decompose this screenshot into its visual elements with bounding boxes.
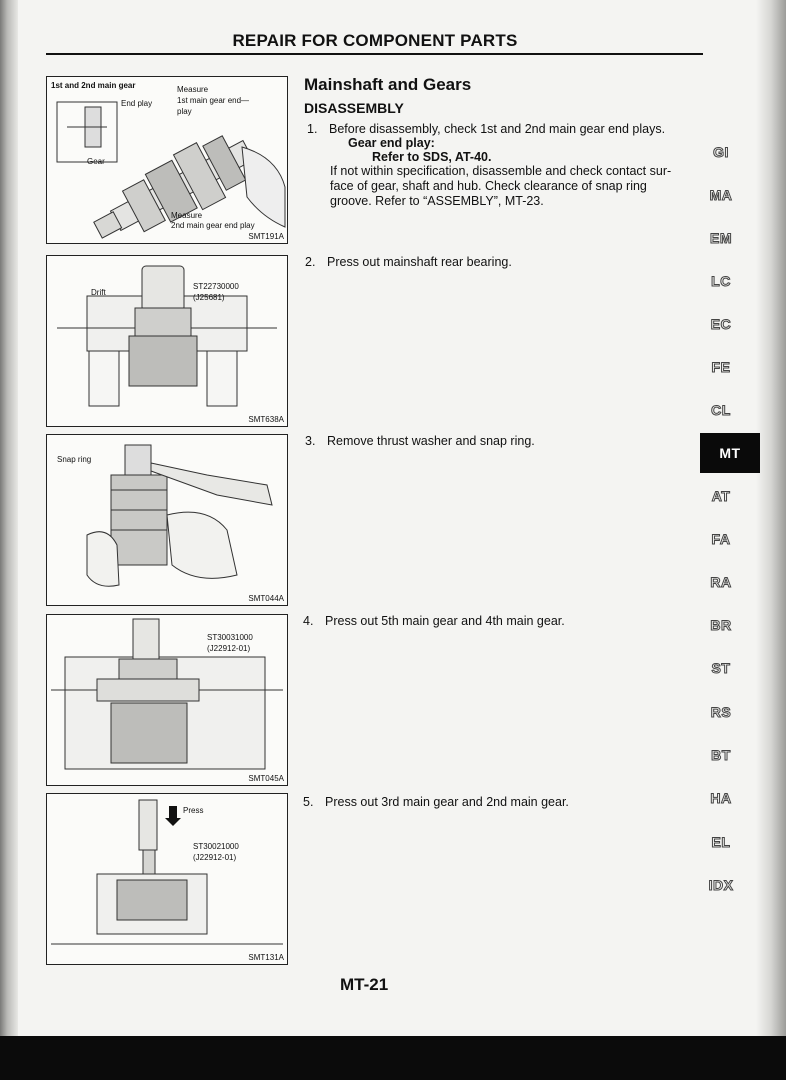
figure-code: SMT191A [248,232,284,241]
tab-gi[interactable]: GI [713,144,729,160]
press-arrow-icon [165,806,181,826]
scan-bottom-band [0,1036,786,1080]
step-2 [305,255,512,270]
page-header: REPAIR FOR COMPONENT PARTS [232,31,518,50]
step-1 [307,122,665,137]
figure-5th-4th-gear-press [46,614,288,786]
step-number: 3. [305,434,316,448]
note-line: face of gear, shaft and hub. Check clearance of snap ring [330,179,647,193]
drift-press-illustration [47,256,287,426]
section-title: Mainshaft and Gears [304,75,472,94]
fig2-drift: Drift [91,288,106,297]
fig1-measure-top: Measure [177,85,209,94]
tab-br[interactable]: BR [710,617,732,633]
fig1-measure-bottom: Measure [171,211,203,220]
figure-code: SMT638A [248,415,284,424]
tab-rs[interactable]: RS [710,704,732,720]
step-text: Press out mainshaft rear bearing. [327,255,512,269]
fig1-measure-bottom2: 2nd main gear end play [171,221,255,230]
tab-at[interactable]: AT [711,488,731,504]
page-number: MT-21 [340,975,389,994]
spec-label: Gear end play: [348,136,435,150]
step-text: Press out 3rd main gear and 2nd main gear. [325,795,569,809]
fig5-tool: ST30021000 [193,842,239,851]
press-tool-illustration [47,794,287,964]
fig1-gear: Gear [87,157,105,166]
fig1-measure-top2: 1st main gear end— [177,96,250,105]
step-text: Press out 5th main gear and 4th main gear. [325,614,565,628]
tab-cl[interactable]: CL [711,402,731,418]
fig1-measure-top3: play [177,107,192,116]
tab-mt[interactable]: MT [700,433,760,473]
fig1-title: 1st and 2nd main gear [51,81,136,90]
step-number: 1. [307,122,318,136]
figure-rear-bearing-press [46,255,288,427]
tab-lc[interactable]: LC [711,273,731,289]
step-5 [303,795,569,810]
spec-ref: Refer to SDS, AT-40. [372,150,492,164]
tab-fa[interactable]: FA [711,531,731,547]
page-right-edge [756,0,786,1080]
fig2-tool-alt: (J25681) [193,293,225,302]
tab-ra[interactable]: RA [710,574,732,590]
fig3-snap-ring: Snap ring [57,455,92,464]
fig1-end-play: End play [121,99,153,108]
fig5-press: Press [183,806,204,815]
step-text: Before disassembly, check 1st and 2nd main gear end plays. [329,122,666,136]
figure-code: SMT045A [248,774,284,783]
note-paragraph [330,164,702,209]
header-rule [46,53,703,55]
figure-end-play-check [46,76,288,244]
tab-bt[interactable]: BT [711,747,731,763]
gear-end-play-illustration [47,77,287,243]
step-text: Remove thrust washer and snap ring. [327,434,535,448]
tab-em[interactable]: EM [710,230,732,246]
tab-ma[interactable]: MA [709,187,733,203]
tab-fe[interactable]: FE [711,359,731,375]
tab-ha[interactable]: HA [710,790,732,806]
fig4-tool: ST30031000 [207,633,253,642]
step-3 [305,434,535,449]
figure-3rd-2nd-gear-press [46,793,288,965]
page-left-edge [0,0,18,1080]
fig5-tool-alt: (J22912-01) [193,853,237,862]
tab-idx[interactable]: IDX [708,877,734,893]
section-subtitle: DISASSEMBLY [304,100,404,116]
step-number: 2. [305,255,316,269]
fig4-tool-alt: (J22912-01) [207,644,251,653]
tab-ec[interactable]: EC [710,316,732,332]
figure-code: SMT131A [248,953,284,962]
fig2-tool: ST22730000 [193,282,239,291]
step-4 [303,614,565,629]
tab-st[interactable]: ST [711,660,731,676]
figure-code: SMT044A [248,594,284,603]
note-line: groove. Refer to “ASSEMBLY”, MT-23. [330,194,544,208]
figure-snap-ring-removal [46,434,288,606]
tab-el[interactable]: EL [711,834,731,850]
note-line: If not within specification, disassemble and check contact sur- [330,164,672,178]
step-number: 4. [303,614,314,628]
step-number: 5. [303,795,314,809]
